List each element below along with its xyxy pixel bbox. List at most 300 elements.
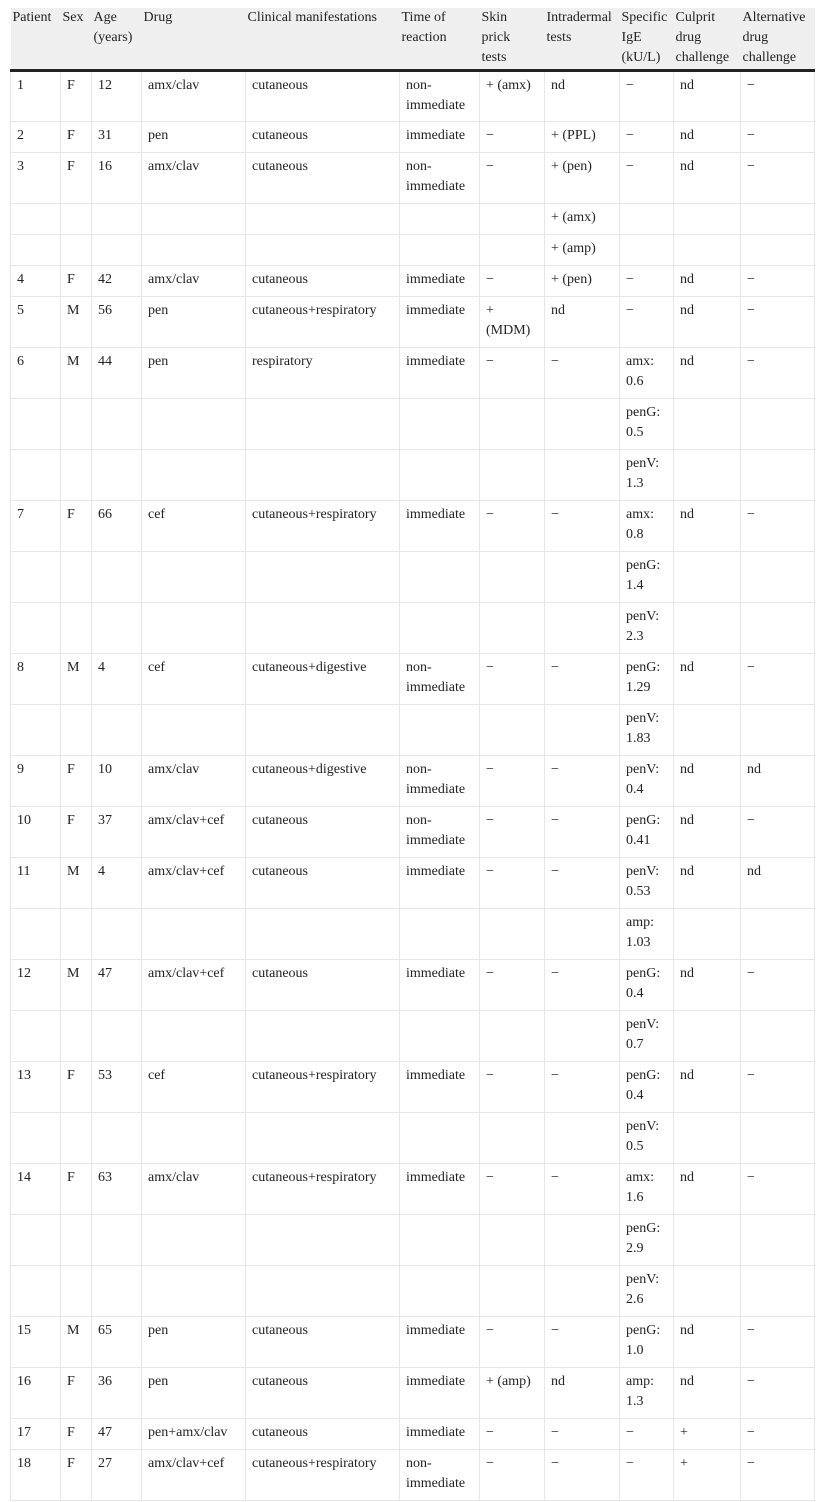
cell-text-line: −	[747, 158, 755, 174]
cell-culprit-drug-challenge	[674, 602, 741, 653]
cell-alternative-drug-challenge	[741, 121, 815, 152]
cell-text-line: −	[747, 353, 755, 369]
cell-culprit-drug-challenge	[674, 1367, 741, 1418]
cell-time-of-reaction	[400, 152, 480, 203]
cell-text-line: 13	[17, 1067, 31, 1083]
cell-drug	[142, 347, 246, 398]
cell-patient	[11, 755, 61, 806]
cell-age	[92, 704, 142, 755]
cell-clinical-manifestations	[246, 704, 400, 755]
cell-sex	[61, 1418, 92, 1449]
cell-text-line: non-	[406, 158, 432, 174]
cell-alternative-drug-challenge	[741, 152, 815, 203]
cell-alternative-drug-challenge	[741, 203, 815, 234]
table-row	[11, 1214, 815, 1265]
cell-text-line: 0.8	[626, 526, 644, 542]
cell-text-line: −	[551, 1169, 559, 1185]
cell-text-line: +	[680, 1424, 688, 1440]
cell-age	[92, 347, 142, 398]
cell-intradermal-tests	[545, 1112, 620, 1163]
cell-age	[92, 203, 142, 234]
table-row	[11, 1163, 815, 1214]
cell-text-line: tests	[481, 50, 507, 65]
cell-culprit-drug-challenge	[674, 1061, 741, 1112]
cell-skin-prick-tests	[480, 806, 545, 857]
cell-skin-prick-tests	[480, 1061, 545, 1112]
cell-sex	[61, 234, 92, 265]
cell-clinical-manifestations	[246, 1010, 400, 1061]
cell-culprit-drug-challenge	[674, 755, 741, 806]
cell-clinical-manifestations	[246, 449, 400, 500]
cell-text-line: amx:	[626, 353, 654, 369]
cell-patient	[11, 1214, 61, 1265]
cell-sex	[61, 1214, 92, 1265]
cell-culprit-drug-challenge	[674, 1010, 741, 1061]
cell-culprit-drug-challenge	[674, 70, 741, 121]
cell-intradermal-tests	[545, 1163, 620, 1214]
cell-time-of-reaction	[400, 602, 480, 653]
cell-text-line: −	[626, 1455, 634, 1471]
cell-clinical-manifestations	[246, 234, 400, 265]
cell-specific-ige	[620, 551, 674, 602]
cell-patient	[11, 1449, 61, 1500]
cell-text-line: cutaneous+respiratory	[252, 1455, 377, 1471]
cell-skin-prick-tests	[480, 755, 545, 806]
cell-time-of-reaction	[400, 449, 480, 500]
cell-patient	[11, 1418, 61, 1449]
cell-intradermal-tests	[545, 1316, 620, 1367]
cell-text-line: Time of	[401, 10, 446, 25]
cell-time-of-reaction	[400, 908, 480, 959]
cell-specific-ige	[620, 1418, 674, 1449]
cell-text-line: immediate	[406, 353, 466, 369]
cell-clinical-manifestations	[246, 857, 400, 908]
cell-text-line: 2	[17, 127, 24, 143]
cell-text-line: 12	[98, 77, 112, 93]
cell-text-line: −	[486, 863, 494, 879]
cell-text-line: penG:	[626, 404, 661, 420]
table-row	[11, 1367, 815, 1418]
cell-sex	[61, 908, 92, 959]
header-culprit-drug-challenge	[674, 8, 741, 70]
cell-text-line: immediate	[406, 506, 466, 522]
cell-clinical-manifestations	[246, 653, 400, 704]
cell-clinical-manifestations	[246, 1214, 400, 1265]
cell-text-line: immediate	[406, 1424, 466, 1440]
cell-patient	[11, 398, 61, 449]
cell-text-line: M	[67, 965, 80, 981]
table-row	[11, 203, 815, 234]
header-specific-ige	[620, 8, 674, 70]
cell-drug	[142, 296, 246, 347]
cell-drug	[142, 602, 246, 653]
cell-text-line: −	[551, 1424, 559, 1440]
cell-text-line: immediate	[406, 1373, 466, 1389]
cell-sex	[61, 152, 92, 203]
cell-sex	[61, 398, 92, 449]
table-row	[11, 70, 815, 121]
cell-skin-prick-tests	[480, 449, 545, 500]
cell-text-line: −	[486, 1322, 494, 1338]
cell-age	[92, 449, 142, 500]
cell-patient	[11, 1265, 61, 1316]
cell-text-line: cutaneous	[252, 1373, 308, 1389]
cell-specific-ige	[620, 704, 674, 755]
cell-text-line: F	[67, 1455, 75, 1471]
cell-intradermal-tests	[545, 1265, 620, 1316]
cell-time-of-reaction	[400, 1214, 480, 1265]
cell-text-line: nd	[680, 965, 694, 981]
cell-text-line: 1.03	[626, 934, 651, 950]
cell-sex	[61, 121, 92, 152]
cell-time-of-reaction	[400, 857, 480, 908]
cell-text-line: prick	[481, 30, 511, 45]
cell-text-line: penV:	[626, 1271, 660, 1287]
cell-intradermal-tests	[545, 449, 620, 500]
cell-alternative-drug-challenge	[741, 908, 815, 959]
cell-skin-prick-tests	[480, 1010, 545, 1061]
cell-drug	[142, 1112, 246, 1163]
cell-text-line: + (amp)	[551, 240, 596, 256]
cell-text-line: F	[67, 1373, 75, 1389]
cell-text-line: Clinical manifestations	[247, 10, 377, 25]
cell-intradermal-tests	[545, 806, 620, 857]
cell-culprit-drug-challenge	[674, 449, 741, 500]
cell-time-of-reaction	[400, 234, 480, 265]
table-row	[11, 1265, 815, 1316]
cell-sex	[61, 449, 92, 500]
cell-text-line: amp:	[626, 914, 654, 930]
cell-text-line: tests	[546, 30, 572, 45]
cell-text-line: −	[486, 1169, 494, 1185]
cell-sex	[61, 806, 92, 857]
table-row	[11, 500, 815, 551]
cell-text-line: 0.5	[626, 424, 644, 440]
cell-age	[92, 234, 142, 265]
cell-text-line: 16	[17, 1373, 31, 1389]
cell-drug	[142, 1061, 246, 1112]
cell-time-of-reaction	[400, 1449, 480, 1500]
cell-patient	[11, 121, 61, 152]
cell-alternative-drug-challenge	[741, 1265, 815, 1316]
cell-age	[92, 70, 142, 121]
cell-alternative-drug-challenge	[741, 551, 815, 602]
cell-text-line: 17	[17, 1424, 31, 1440]
cell-text-line: M	[67, 353, 80, 369]
table-row	[11, 1061, 815, 1112]
cell-age	[92, 755, 142, 806]
cell-intradermal-tests	[545, 755, 620, 806]
cell-patient	[11, 234, 61, 265]
cell-sex	[61, 265, 92, 296]
cell-skin-prick-tests	[480, 551, 545, 602]
cell-culprit-drug-challenge	[674, 121, 741, 152]
table-row	[11, 551, 815, 602]
cell-drug	[142, 857, 246, 908]
cell-culprit-drug-challenge	[674, 203, 741, 234]
cell-time-of-reaction	[400, 551, 480, 602]
cell-specific-ige	[620, 1367, 674, 1418]
cell-text-line: 15	[17, 1322, 31, 1338]
cell-age	[92, 121, 142, 152]
cell-patient	[11, 908, 61, 959]
cell-text-line: 47	[98, 1424, 112, 1440]
cell-drug	[142, 1265, 246, 1316]
cell-clinical-manifestations	[246, 551, 400, 602]
cell-drug	[142, 1010, 246, 1061]
cell-time-of-reaction	[400, 70, 480, 121]
cell-text-line: 1.3	[626, 1393, 644, 1409]
cell-text-line: 2.9	[626, 1240, 644, 1256]
cell-text-line: −	[626, 127, 634, 143]
cell-specific-ige	[620, 1449, 674, 1500]
table-row	[11, 602, 815, 653]
cell-drug	[142, 234, 246, 265]
cell-skin-prick-tests	[480, 653, 545, 704]
cell-age	[92, 152, 142, 203]
cell-text-line: −	[747, 271, 755, 287]
cell-time-of-reaction	[400, 203, 480, 234]
cell-text-line: cutaneous	[252, 271, 308, 287]
cell-text-line: penV:	[626, 1118, 660, 1134]
cell-specific-ige	[620, 857, 674, 908]
cell-alternative-drug-challenge	[741, 500, 815, 551]
cell-time-of-reaction	[400, 1265, 480, 1316]
cell-text-line: 27	[98, 1455, 112, 1471]
cell-age	[92, 500, 142, 551]
cell-skin-prick-tests	[480, 398, 545, 449]
header-row	[11, 8, 815, 70]
cell-age	[92, 1163, 142, 1214]
cell-specific-ige	[620, 959, 674, 1010]
cell-clinical-manifestations	[246, 755, 400, 806]
cell-sex	[61, 70, 92, 121]
cell-text-line: −	[747, 812, 755, 828]
cell-clinical-manifestations	[246, 806, 400, 857]
cell-text-line: cutaneous+respiratory	[252, 1067, 377, 1083]
cell-alternative-drug-challenge	[741, 1367, 815, 1418]
cell-text-line: reaction	[401, 30, 447, 45]
cell-text-line: amx:	[626, 1169, 654, 1185]
cell-patient	[11, 449, 61, 500]
cell-specific-ige	[620, 203, 674, 234]
cell-drug	[142, 908, 246, 959]
cell-text-line: +	[680, 1455, 688, 1471]
cell-text-line: 9	[17, 761, 24, 777]
cell-text-line: Culprit	[675, 10, 716, 25]
cell-patient	[11, 959, 61, 1010]
cell-culprit-drug-challenge	[674, 1163, 741, 1214]
cell-time-of-reaction	[400, 1367, 480, 1418]
cell-text-line: 0.6	[626, 373, 644, 389]
cell-culprit-drug-challenge	[674, 1265, 741, 1316]
cell-text-line: 0.5	[626, 1138, 644, 1154]
cell-text-line: cutaneous	[252, 812, 308, 828]
cell-text-line: M	[67, 863, 80, 879]
cell-patient	[11, 1163, 61, 1214]
cell-text-line: −	[551, 965, 559, 981]
cell-text-line: cef	[148, 659, 166, 675]
cell-intradermal-tests	[545, 500, 620, 551]
cell-drug	[142, 70, 246, 121]
cell-text-line: nd	[551, 302, 565, 318]
cell-text-line: −	[747, 506, 755, 522]
cell-time-of-reaction	[400, 398, 480, 449]
cell-sex	[61, 1163, 92, 1214]
header-clinical-manifestations	[246, 8, 400, 70]
cell-text-line: cef	[148, 506, 166, 522]
cell-text-line: nd	[680, 353, 694, 369]
header-intradermal-tests	[545, 8, 620, 70]
cell-text-line: 31	[98, 127, 112, 143]
cell-patient	[11, 806, 61, 857]
cell-text-line: cutaneous+digestive	[252, 761, 367, 777]
cell-text-line: penV:	[626, 608, 660, 624]
cell-text-line: 2.6	[626, 1291, 644, 1307]
cell-specific-ige	[620, 1265, 674, 1316]
cell-text-line: amx/clav	[148, 77, 200, 93]
cell-text-line: F	[67, 1424, 75, 1440]
cell-text-line: −	[486, 127, 494, 143]
cell-text-line: −	[747, 1455, 755, 1471]
cell-text-line: + (pen)	[551, 271, 592, 287]
cell-skin-prick-tests	[480, 1316, 545, 1367]
cell-specific-ige	[620, 121, 674, 152]
cell-text-line: F	[67, 158, 75, 174]
cell-text-line: −	[747, 659, 755, 675]
cell-text-line: nd	[680, 506, 694, 522]
cell-alternative-drug-challenge	[741, 70, 815, 121]
cell-patient	[11, 551, 61, 602]
cell-intradermal-tests	[545, 551, 620, 602]
cell-text-line: pen	[148, 1373, 169, 1389]
cell-time-of-reaction	[400, 1418, 480, 1449]
cell-alternative-drug-challenge	[741, 1163, 815, 1214]
cell-text-line: 16	[98, 158, 112, 174]
table-row	[11, 234, 815, 265]
cell-text-line: + (amp)	[486, 1373, 531, 1389]
cell-text-line: immediate	[406, 1475, 466, 1491]
cell-culprit-drug-challenge	[674, 908, 741, 959]
cell-text-line: penV:	[626, 1016, 660, 1032]
cell-text-line: cef	[148, 1067, 166, 1083]
cell-text-line: nd	[680, 127, 694, 143]
cell-alternative-drug-challenge	[741, 347, 815, 398]
cell-text-line: drug	[675, 30, 702, 45]
cell-drug	[142, 1316, 246, 1367]
cell-intradermal-tests	[545, 653, 620, 704]
cell-text-line: non-	[406, 812, 432, 828]
cell-text-line: −	[486, 271, 494, 287]
cell-time-of-reaction	[400, 1061, 480, 1112]
cell-text-line: immediate	[406, 863, 466, 879]
cell-text-line: penG:	[626, 1067, 661, 1083]
table-row	[11, 1010, 815, 1061]
cell-skin-prick-tests	[480, 1367, 545, 1418]
cell-text-line: 3	[17, 158, 24, 174]
cell-clinical-manifestations	[246, 121, 400, 152]
cell-skin-prick-tests	[480, 908, 545, 959]
cell-intradermal-tests	[545, 908, 620, 959]
cell-culprit-drug-challenge	[674, 234, 741, 265]
cell-intradermal-tests	[545, 857, 620, 908]
cell-text-line: amx/clav+cef	[148, 812, 225, 828]
cell-text-line: 1.4	[626, 577, 644, 593]
cell-drug	[142, 755, 246, 806]
cell-text-line: Drug	[143, 10, 173, 25]
cell-culprit-drug-challenge	[674, 653, 741, 704]
cell-time-of-reaction	[400, 1010, 480, 1061]
table-row	[11, 449, 815, 500]
cell-text-line: nd	[680, 302, 694, 318]
cell-text-line: −	[747, 965, 755, 981]
cell-specific-ige	[620, 152, 674, 203]
cell-text-line: −	[486, 1424, 494, 1440]
cell-drug	[142, 1418, 246, 1449]
cell-text-line: −	[486, 659, 494, 675]
cell-skin-prick-tests	[480, 857, 545, 908]
cell-text-line: cutaneous+respiratory	[252, 1169, 377, 1185]
cell-text-line: immediate	[406, 679, 466, 695]
cell-text-line: 12	[17, 965, 31, 981]
cell-text-line: Sex	[62, 10, 84, 25]
cell-specific-ige	[620, 234, 674, 265]
table-row	[11, 347, 815, 398]
table-row	[11, 1418, 815, 1449]
cell-clinical-manifestations	[246, 1061, 400, 1112]
cell-patient	[11, 347, 61, 398]
cell-text-line: −	[747, 1322, 755, 1338]
cell-text-line: −	[747, 1067, 755, 1083]
cell-sex	[61, 857, 92, 908]
cell-skin-prick-tests	[480, 959, 545, 1010]
cell-alternative-drug-challenge	[741, 704, 815, 755]
cell-intradermal-tests	[545, 70, 620, 121]
cell-text-line: challenge	[675, 50, 730, 65]
table-row	[11, 806, 815, 857]
cell-text-line: 1.29	[626, 679, 651, 695]
cell-text-line: 53	[98, 1067, 112, 1083]
cell-drug	[142, 152, 246, 203]
cell-intradermal-tests	[545, 296, 620, 347]
cell-alternative-drug-challenge	[741, 234, 815, 265]
cell-specific-ige	[620, 296, 674, 347]
cell-text-line: challenge	[742, 50, 797, 65]
cell-patient	[11, 1112, 61, 1163]
cell-specific-ige	[620, 500, 674, 551]
cell-text-line: drug	[742, 30, 769, 45]
cell-clinical-manifestations	[246, 398, 400, 449]
cell-culprit-drug-challenge	[674, 857, 741, 908]
cell-intradermal-tests	[545, 1010, 620, 1061]
cell-text-line: amx/clav	[148, 271, 200, 287]
table-row	[11, 1316, 815, 1367]
cell-text-line: 0.4	[626, 985, 644, 1001]
cell-drug	[142, 551, 246, 602]
cell-intradermal-tests	[545, 398, 620, 449]
cell-intradermal-tests	[545, 265, 620, 296]
cell-specific-ige	[620, 70, 674, 121]
cell-text-line: penG:	[626, 1220, 661, 1236]
cell-alternative-drug-challenge	[741, 449, 815, 500]
cell-text-line: immediate	[406, 1067, 466, 1083]
cell-drug	[142, 500, 246, 551]
cell-text-line: Age	[93, 10, 117, 25]
cell-patient	[11, 70, 61, 121]
cell-text-line: −	[551, 1455, 559, 1471]
cell-patient	[11, 296, 61, 347]
cell-age	[92, 908, 142, 959]
